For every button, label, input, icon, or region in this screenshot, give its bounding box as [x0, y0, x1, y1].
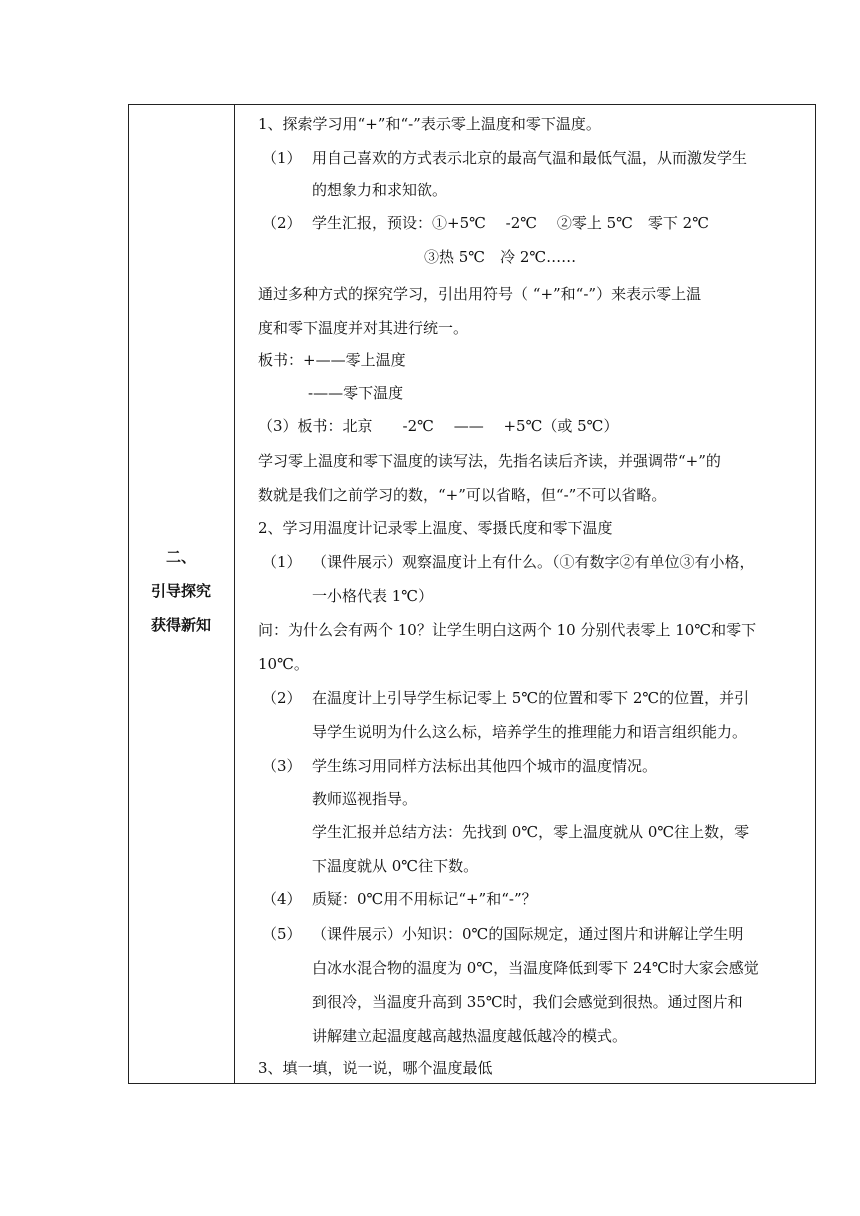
board-line: -——零下温度: [308, 384, 404, 402]
text-line: 质疑：0℃用不用标记“+”和“-”？: [312, 890, 537, 908]
text-line: （3）板书：北京 -2℃ —— +5℃（或 5℃）: [258, 417, 619, 435]
item-number: （3）: [262, 757, 302, 775]
heading-3: 3、填一填，说一说，哪个温度最低: [258, 1059, 493, 1077]
item-number: （2）: [262, 689, 302, 707]
column-divider: [234, 104, 235, 1084]
item-number: （4）: [262, 890, 302, 908]
text-line: 导学生说明为什么这么标，培养学生的推理能力和语言组织能力。: [312, 723, 748, 741]
text-line: 学生汇报，预设：①+5℃ -2℃ ②零上 5℃ 零下 2℃: [312, 214, 710, 232]
text-line: 问：为什么会有两个 10？让学生明白这两个 10 分别代表零上 10℃和零下: [258, 621, 757, 639]
text-line: 度和零下温度并对其进行统一。: [258, 319, 469, 337]
heading-1: 1、探索学习用“+”和“-”表示零上温度和零下温度。: [258, 115, 601, 133]
text-line: 学习零上温度和零下温度的读写法，先指名读后齐读，并强调带“+”的: [258, 452, 721, 470]
text-line: 教师巡视指导。: [312, 790, 418, 808]
text-line: 学生练习用同样方法标出其他四个城市的温度情况。: [312, 757, 658, 775]
item-number: （1）: [262, 149, 302, 167]
section-title-line2: 获得新知: [150, 616, 211, 634]
text-line: （课件展示）观察温度计上有什么。（①有数字②有单位③有小格，: [312, 553, 755, 571]
text-line: （课件展示）小知识：0℃的国际规定，通过图片和讲解让学生明: [312, 925, 744, 943]
text-line: 在温度计上引导学生标记零上 5℃的位置和零下 2℃的位置，并引: [312, 689, 750, 707]
item-number: （1）: [262, 553, 302, 571]
text-line: 用自己喜欢的方式表示北京的最高气温和最低气温，从而激发学生: [312, 149, 748, 167]
text-line: 一小格代表 1℃）: [312, 587, 434, 605]
text-line: 的想象力和求知欲。: [312, 181, 448, 199]
text-line: 10℃。: [258, 655, 309, 673]
board-line: 板书：+——零上温度: [258, 351, 406, 369]
section-title-line1: 引导探究: [150, 582, 211, 600]
heading-2: 2、学习用温度计记录零上温度、零摄氏度和零下温度: [258, 519, 613, 537]
item-number: （2）: [262, 214, 302, 232]
text-line: 数就是我们之前学习的数，“+”可以省略，但“-”不可以省略。: [258, 486, 667, 504]
text-line: 下温度就从 0℃往下数。: [312, 857, 479, 875]
text-line: 到很冷，当温度升高到 35℃时，我们会感觉到很热。通过图片和: [312, 993, 743, 1011]
section-label-cell: [128, 540, 234, 642]
text-line: 学生汇报并总结方法：先找到 0℃，零上温度就从 0℃往上数，零: [312, 823, 750, 841]
text-line: 讲解建立起温度越高越热温度越低越冷的模式。: [312, 1027, 628, 1045]
section-number: 二、: [165, 548, 196, 566]
text-line: ③热 5℃ 冷 2℃……: [424, 248, 577, 266]
text-line: 通过多种方式的探究学习，引出用符号（ “+”和“-”）来表示零上温: [258, 285, 702, 303]
item-number: （5）: [262, 925, 302, 943]
text-line: 白冰水混合物的温度为 0℃，当温度降低到零下 24℃时大家会感觉: [312, 959, 759, 977]
